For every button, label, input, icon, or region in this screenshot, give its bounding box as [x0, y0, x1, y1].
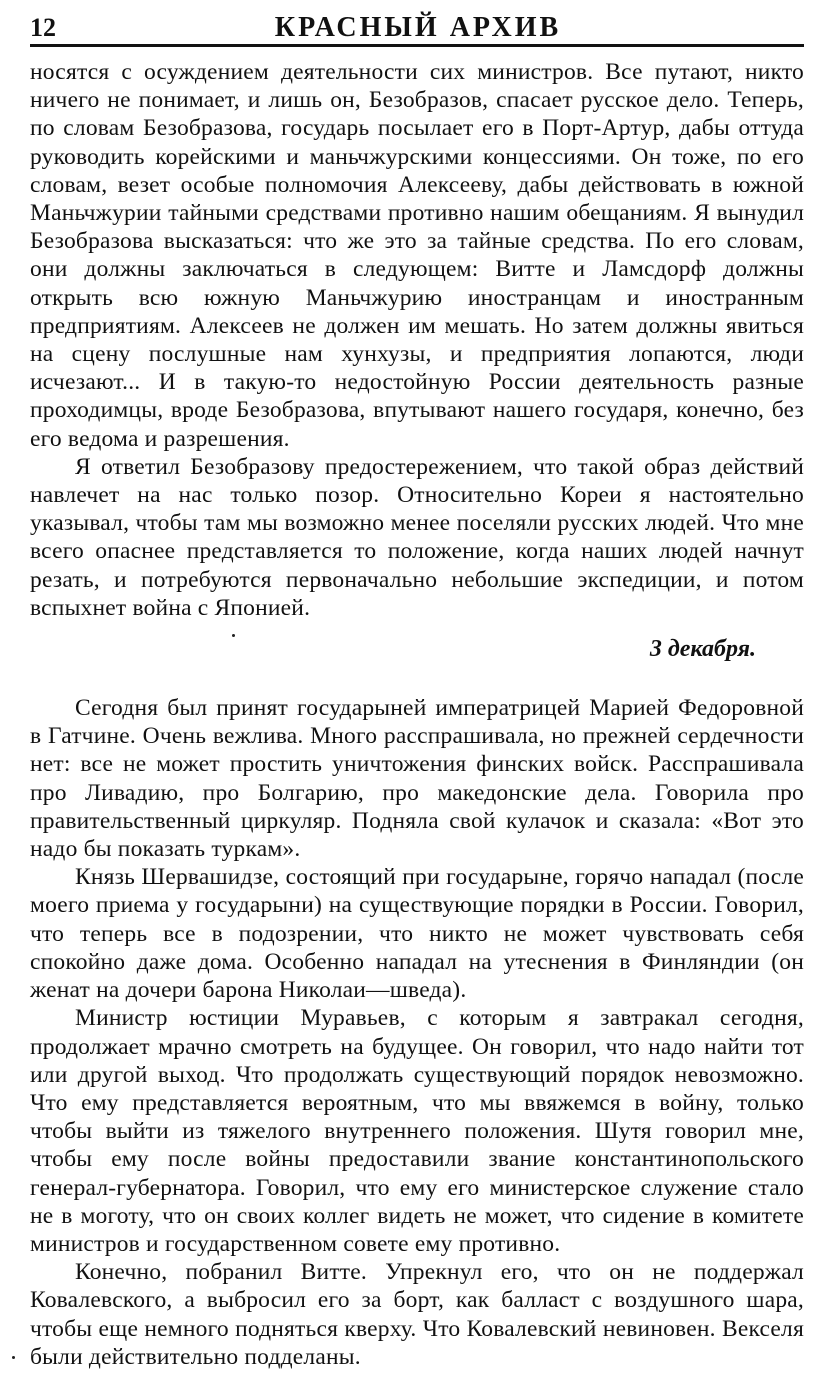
paragraph: Министр юстиции Муравьев, с которым я завтракал сегодня, продолжает мрачно смотреть на будущее. Он говорил, что надо найти тот или другой выход. Что продолжать существующий порядок невозможно. Что ему представляется вероятным, что мы ввяжемся в войну, только чтобы выйти из тяжелого внутреннего положения. Шутя говорил мне, чтобы ему после войны предоставили звание константинопольского генерал-губернатора. Говорил, что ему его министерское служение стало не в моготу, что он своих коллег видеть не может, что сидение в комитете министров и государственном совете ему противно. — [30, 1005, 804, 1257]
date-heading: 3 декабря. — [649, 636, 756, 663]
paragraph: Конечно, побранил Витте. Упрекнул его, что он не поддержал Ковалевского, а выбросил его за борт, как балласт с воздушного шара, чтобы еще немного подняться кверху. Что Ковалевский невиновен. Векселя были действительно подделаны. — [30, 1259, 804, 1370]
journal-title: КРАСНЫЙ АРХИВ — [274, 12, 562, 43]
print-speck — [232, 634, 235, 637]
print-speck — [12, 1356, 15, 1359]
paragraph: носятся с осуждением деятельности сих министров. Все путают, никто ничего не понимает, и лишь он, Безобразов, спасает русское дело. Теперь, по словам Безобразова, государь посылает его в Порт-Артур, дабы оттуда руководить корейскими и маньчжурскими концессиями. Он тоже, по его словам, везет особые полномочия Алексееву, дабы действовать в южной Маньчжурии тайными средствами противно нашим обещаниям. Я вынудил Безобразова высказаться: что же это за тайные средства. По его словам, они должны заключаться в следующем: Витте и Ламсдорф должны открыть всю южную Маньчжурию иностранцам и иностранным предприятиям. Алексеев не должен им мешать. Но затем должны явиться на сцену послушные нам хунхузы, и предприятия лопаются, люди исчезают... И в такую-то недостойную России деятельность разные проходимцы, вроде Безобразова, впутывают нашего государя, конечно, без его ведома и разрешения. — [30, 59, 804, 452]
body-text — [30, 58, 804, 1371]
paragraph: Сегодня был принят государыней императрицей Марией Федоровной в Гатчине. Очень вежлива. Много расспрашивала, но прежней сердечности нет: все не может простить уничтожения финских войск. Расспрашивала про Ливадию, про Болгарию, про македонские дела. Говорила про правительственный циркуляр. Подняла свой кулачок и сказала: «Вот это надо бы показать туркам». — [30, 695, 804, 863]
running-header — [30, 14, 806, 44]
page-number: 12 — [30, 13, 56, 42]
header-rule — [30, 44, 804, 47]
paragraph: Князь Шервашидзе, состоящий при государыне, горячо нападал (после моего приема у государыни) на существующие порядки в России. Говорил, что теперь все в подозрении, что никто не может чувствовать себя спокойно даже дома. Особенно нападал на утеснения в Финляндии (он женат на дочери барона Николаи—шведа). — [30, 864, 804, 1004]
paragraph: Я ответил Безобразову предостережением, что такой образ действий навлечет на нас только позор. Относительно Кореи я настоятельно указывал, чтобы там мы возможно менее поселяли русских людей. Что мне всего опаснее представляется то положение, когда наших людей начнут резать, и потребуются первоначально небольшие экспедиции, и потом вспыхнет война с Японией. — [30, 453, 804, 621]
